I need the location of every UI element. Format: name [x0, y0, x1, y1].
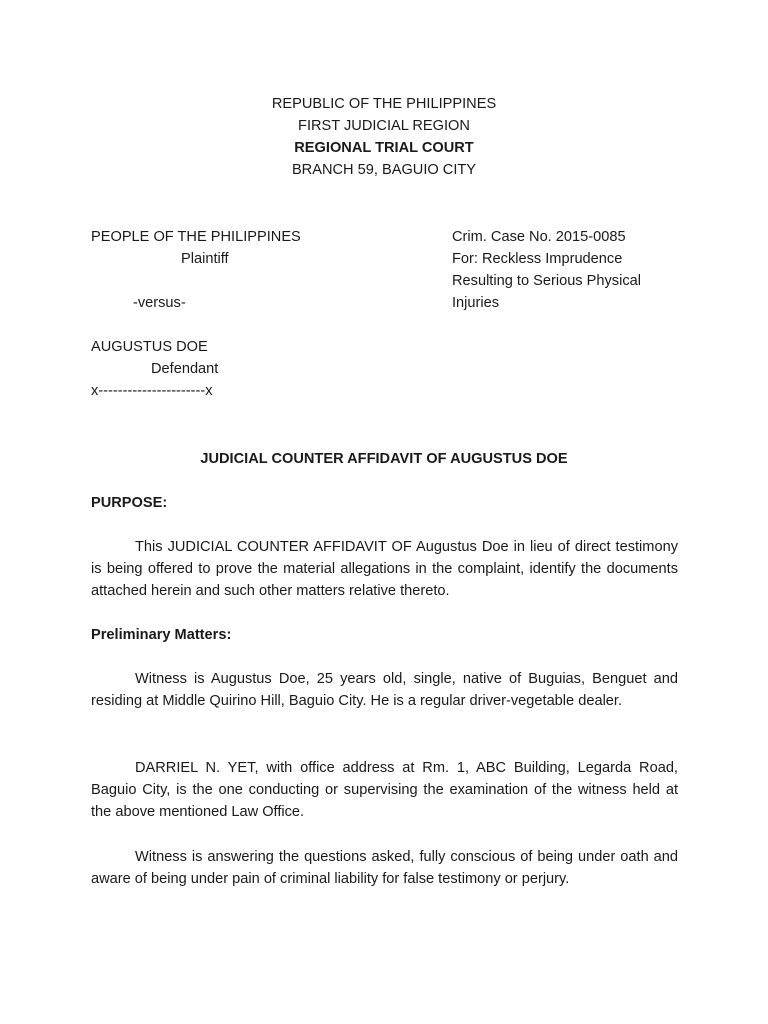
caption-spacer	[91, 314, 421, 336]
caption-spacer	[91, 270, 421, 292]
header-republic: REPUBLIC OF THE PHILIPPINES	[271, 96, 497, 112]
charge-line-1: For: Reckless Imprudence	[452, 251, 623, 267]
header-branch: BRANCH 59, BAGUIO CITY	[291, 162, 477, 178]
purpose-paragraph: This JUDICIAL COUNTER AFFIDAVIT OF Augustus Doe in lieu of direct testimony is being offered to prove the material allegations in the complaint, identify the documents attached herein and such other matters relative thereto.	[91, 539, 678, 599]
plaintiff-name: PEOPLE OF THE PHILIPPINES	[91, 229, 301, 245]
purpose-heading: PURPOSE:	[91, 495, 168, 511]
header-region: FIRST JUDICIAL REGION	[298, 118, 470, 134]
preliminary-paragraph-1: Witness is Augustus Doe, 25 years old, single, native of Buguias, Benguet and residing at Middle Quirino Hill, Baguio City. He is a regular driver-vegetable dealer.	[91, 671, 678, 709]
preliminary-paragraph-3: Witness is answering the questions asked, fully conscious of being under oath and aware of being under pain of criminal liability for false testimony or perjury.	[91, 849, 678, 887]
plaintiff-label: Plaintiff	[181, 251, 229, 267]
charge-line-3: Injuries	[452, 295, 500, 311]
document-title: JUDICIAL COUNTER AFFIDAVIT OF AUGUSTUS DOE	[200, 451, 568, 467]
case-caption-details	[452, 226, 682, 314]
defendant-name: AUGUSTUS DOE	[91, 339, 208, 355]
defendant-label: Defendant	[151, 361, 219, 377]
preliminary-matters-heading: Preliminary Matters:	[91, 627, 232, 643]
header-court: REGIONAL TRIAL COURT	[294, 140, 474, 156]
preliminary-paragraph-2: DARRIEL N. YET, with office address at Rm. 1, ABC Building, Legarda Road, Baguio City, is the one conducting or supervising the examination of the witness held at the above mentioned Law Office.	[91, 760, 678, 820]
case-caption-parties	[91, 226, 421, 402]
versus-label: -versus-	[133, 295, 186, 311]
case-number: Crim. Case No. 2015-0085	[452, 229, 626, 245]
charge-line-2: Resulting to Serious Physical	[452, 273, 641, 289]
caption-separator: x----------------------x	[91, 383, 213, 399]
court-header	[0, 93, 768, 181]
